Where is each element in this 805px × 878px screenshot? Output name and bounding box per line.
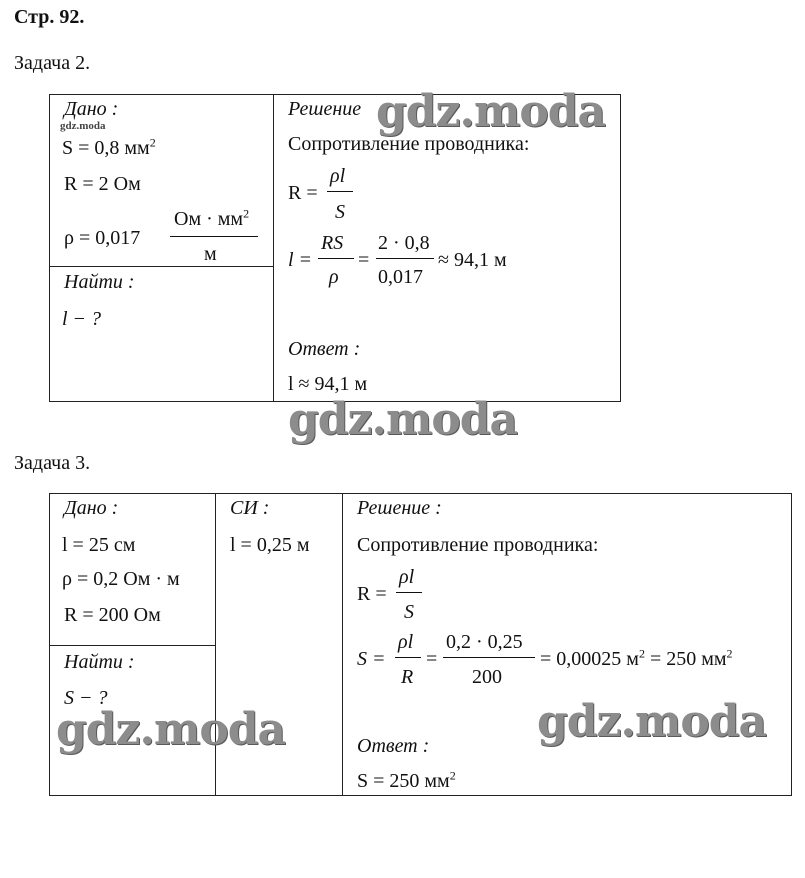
task2-formula2-bar2 bbox=[376, 258, 434, 259]
watermark-logo: gdz.moda bbox=[288, 394, 518, 445]
task3-formula2-bar1 bbox=[395, 657, 421, 658]
task2-formula2-numerator1: RS bbox=[321, 232, 344, 254]
task3-formula2-numerator2: 0,2 · 0,25 bbox=[446, 631, 523, 653]
task2-find-label: Найти : bbox=[64, 271, 135, 293]
task3-resistance-text: Сопротивление проводника: bbox=[357, 534, 599, 556]
task3-divider-vertical-2 bbox=[342, 493, 343, 796]
task3-formula1-numerator: ρl bbox=[399, 566, 415, 588]
task2-rho-unit-fraction-bar bbox=[170, 236, 258, 237]
task3-given-label: Дано : bbox=[64, 497, 119, 519]
task3-find-value: S − ? bbox=[64, 687, 108, 709]
task2-divider-horizontal bbox=[49, 266, 273, 267]
task3-si-label: СИ : bbox=[230, 497, 270, 519]
task2-answer-value: l ≈ 94,1 м bbox=[288, 373, 368, 395]
task3-formula2-result: = 0,00025 $м^2 = 250$ $мм^2$ bbox=[540, 646, 733, 670]
task2-formula2-equals: = bbox=[358, 249, 370, 271]
task2-find-value: l − ? bbox=[62, 308, 102, 330]
task3-formula1-bar bbox=[396, 592, 422, 593]
task2-formula2-denominator1: ρ bbox=[329, 266, 339, 288]
task2-given-rho: ρ = 0,017 bbox=[64, 227, 141, 249]
task3-formula2-bar2 bbox=[443, 657, 535, 658]
task2-rho-unit-numerator: Ом · $мм^2$ bbox=[174, 206, 250, 230]
task3-solution-label: Решение : bbox=[357, 497, 442, 519]
task3-formula2-lhs: S = bbox=[357, 648, 386, 670]
task2-small-watermark: gdz.moda bbox=[60, 120, 106, 132]
task2-formula2-bar1 bbox=[318, 258, 354, 259]
task3-given-rho: ρ = 0,2 Ом · м bbox=[62, 568, 180, 590]
task2-formula2-result: ≈ 94,1 м bbox=[438, 249, 507, 271]
task2-given-r: R = 2 Ом bbox=[64, 173, 141, 195]
task2-formula2-denominator2: 0,017 bbox=[378, 266, 423, 288]
task3-formula2-denominator2: 200 bbox=[472, 666, 502, 688]
task3-answer-label: Ответ : bbox=[357, 735, 430, 757]
task2-formula1-lhs: R = bbox=[288, 182, 318, 204]
task3-answer-value: S = 250 $мм^2$ bbox=[357, 768, 456, 792]
task2-resistance-text: Сопротивление проводника: bbox=[288, 133, 530, 155]
task3-si-value: l = 0,25 м bbox=[230, 534, 310, 556]
task3-find-label: Найти : bbox=[64, 651, 135, 673]
task3-formula1-lhs: R = bbox=[357, 583, 387, 605]
task2-title: Задача 2. bbox=[14, 52, 91, 74]
task3-divider-horizontal bbox=[49, 645, 215, 646]
watermark-logo: gdz.moda bbox=[537, 696, 767, 747]
task2-formula1-numerator: ρl bbox=[330, 165, 346, 187]
task2-rho-unit-denominator: м bbox=[204, 243, 217, 265]
task2-given-s: S = 0,8 $мм^2$ bbox=[62, 135, 156, 159]
task3-given-l: l = 25 см bbox=[62, 534, 136, 556]
task2-formula2-numerator2: 2 · 0,8 bbox=[378, 232, 430, 254]
task3-formula2-numerator1: ρl bbox=[398, 631, 414, 653]
task3-title: Задача 3. bbox=[14, 452, 91, 474]
task3-formula1-denominator: S bbox=[404, 601, 414, 623]
task2-formula2-lhs: l = bbox=[288, 249, 313, 271]
watermark-logo: gdz.moda bbox=[376, 86, 606, 137]
task2-answer-label: Ответ : bbox=[288, 338, 361, 360]
task3-given-r: R = 200 Ом bbox=[64, 604, 161, 626]
task3-formula2-denominator1: R bbox=[401, 666, 414, 688]
page-title: Стр. 92. bbox=[14, 6, 85, 28]
task3-formula2-equals: = bbox=[426, 648, 438, 670]
task2-divider-vertical bbox=[273, 94, 274, 402]
task2-solution-label: Решение bbox=[288, 98, 362, 120]
task2-given-label: Дано : bbox=[64, 98, 119, 120]
task2-formula1-bar bbox=[327, 191, 353, 192]
watermark-logo: gdz.moda bbox=[56, 704, 286, 755]
task2-formula1-denominator: S bbox=[335, 201, 345, 223]
